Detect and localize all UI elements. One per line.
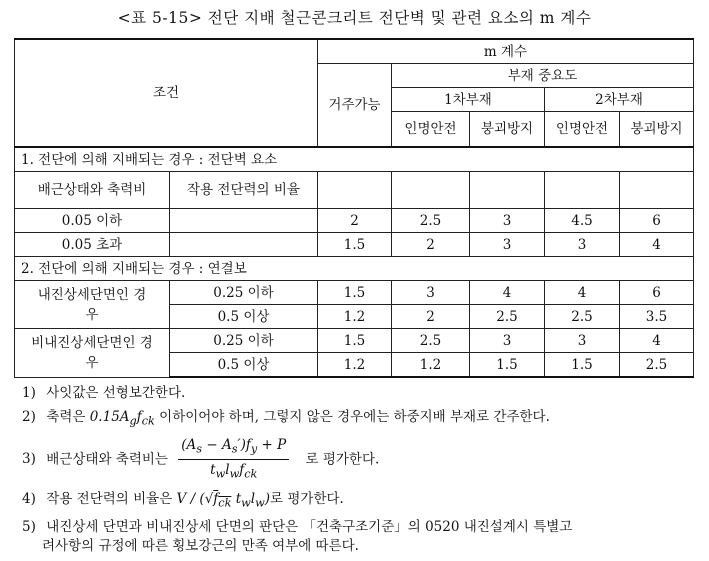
collapse-prevention-1-header: 붕괴방지 [470, 112, 545, 148]
condition-cell: 0.25 이하 [170, 281, 318, 305]
value-cell: 3 [470, 329, 545, 353]
footnote-3 [22, 436, 702, 484]
value-cell: 4.5 [545, 209, 620, 233]
occupancy-header: 거주가능 [318, 64, 392, 148]
table-row [15, 209, 694, 233]
m-factor-table [14, 38, 694, 378]
footnote-number: 1) [22, 385, 36, 401]
life-safety-1-header: 인명안전 [392, 112, 470, 148]
value-cell: 1.5 [318, 329, 392, 353]
section2-title: 2. 전단에 의해 지배되는 경우 : 연결보 [15, 257, 694, 281]
header-row-1 [15, 39, 694, 64]
value-cell: 3.5 [620, 305, 694, 329]
footnote-text: 내진상세 단면과 비내진상세 단면의 판단은 「건축구조기준」의 0520 내진설계시 특별고 [46, 518, 573, 535]
footnote-text: 이하이어야 하며, 그렇지 않은 경우에는 하중지배 부재로 간주한다. [159, 409, 550, 425]
condition-cell: 0.5 이상 [170, 353, 318, 378]
value-cell: 3 [545, 329, 620, 353]
shear-ratio-header: 작용 전단력의 비율 [170, 172, 318, 209]
footnote-text: 사잇값은 선형보간한다. [46, 385, 186, 401]
primary-member-header: 1차부재 [392, 88, 545, 112]
value-cell: 2.5 [470, 305, 545, 329]
empty-cell [170, 209, 318, 233]
reinforcement-axial-ratio-header: 배근상태와 축력비 [15, 172, 170, 209]
footnotes [22, 384, 702, 561]
value-cell: 1.2 [318, 353, 392, 378]
group-label-cell: 비내진상세단면인 경우 [15, 329, 170, 378]
section2-title-row [15, 257, 694, 281]
empty-cell [470, 172, 545, 209]
axial-limit-formula: $0.15A_gf_{ck}$ [89, 409, 155, 428]
value-cell: 3 [545, 233, 620, 257]
empty-cell [545, 172, 620, 209]
value-cell: 2 [318, 209, 392, 233]
secondary-member-header: 2차부재 [545, 88, 694, 112]
condition-cell: 0.05 이하 [15, 209, 170, 233]
value-cell: 1.5 [318, 281, 392, 305]
section1-subheader-row [15, 172, 694, 209]
value-cell: 1.2 [318, 305, 392, 329]
footnote-text: 로 평가한다. [270, 491, 344, 508]
footnote-number: 2) [22, 409, 36, 425]
condition-cell: 0.05 초과 [15, 233, 170, 257]
value-cell: 3 [470, 209, 545, 233]
value-cell: 4 [470, 281, 545, 305]
empty-cell [318, 172, 392, 209]
table-row [15, 329, 694, 353]
value-cell: 1.5 [470, 353, 545, 378]
section1-title: 1. 전단에 의해 지배되는 경우 : 전단벽 요소 [15, 147, 694, 172]
footnote-4 [22, 490, 702, 513]
value-cell: 4 [545, 281, 620, 305]
empty-cell [392, 172, 470, 209]
footnote-text: 려사항의 규정에 따른 횡보강근의 만족 여부에 따른다. [42, 537, 359, 554]
table-title: <표 5-15> 전단 지배 철근콘크리트 전단벽 및 관련 요소의 m 계수 [117, 9, 592, 27]
group-label-cell: 내진상세단면인 경우 [15, 281, 170, 329]
value-cell: 4 [620, 329, 694, 353]
condition-header: 조건 [15, 39, 318, 147]
importance-header: 부재 중요도 [392, 64, 694, 88]
footnote-5-continued [22, 537, 702, 556]
axial-ratio-fraction [178, 436, 289, 484]
fraction-denominator: $t_wl_wf_{ck}$ [210, 462, 258, 482]
fraction-numerator: $(A_s - A_s')f_y + P$ [178, 436, 289, 461]
footnote-1 [22, 384, 702, 403]
collapse-prevention-2-header: 붕괴방지 [620, 112, 694, 148]
life-safety-2-header: 인명안전 [545, 112, 620, 148]
value-cell: 2.5 [545, 305, 620, 329]
value-cell: 2 [392, 233, 470, 257]
value-cell: 2.5 [392, 209, 470, 233]
value-cell: 2.5 [392, 329, 470, 353]
empty-cell [620, 172, 694, 209]
shear-ratio-formula: V / ($√f_{ck}$ $t_wl_w$) [176, 491, 271, 510]
value-cell: 1.2 [392, 353, 470, 378]
footnote-number: 3) [22, 451, 36, 468]
m-factor-header: m 계수 [318, 39, 694, 64]
footnote-text: 로 평가한다. [305, 451, 380, 468]
value-cell: 3 [392, 281, 470, 305]
value-cell: 6 [620, 281, 694, 305]
value-cell: 1.5 [545, 353, 620, 378]
value-cell: 4 [620, 233, 694, 257]
condition-cell: 0.5 이상 [170, 305, 318, 329]
footnote-number: 4) [22, 491, 36, 508]
condition-cell: 0.25 이하 [170, 329, 318, 353]
table-row [15, 233, 694, 257]
footnote-2 [22, 408, 702, 431]
table-row [15, 281, 694, 305]
value-cell: 2 [392, 305, 470, 329]
section1-title-row [15, 147, 694, 172]
footnote-text: 축력은 [46, 409, 86, 425]
value-cell: 6 [620, 209, 694, 233]
value-cell: 3 [470, 233, 545, 257]
footnote-5 [22, 518, 702, 537]
footnote-text: 배근상태와 축력비는 [46, 451, 168, 468]
footnote-text: 작용 전단력의 비율은 [46, 491, 173, 508]
value-cell: 1.5 [318, 233, 392, 257]
value-cell: 2.5 [620, 353, 694, 378]
empty-cell [170, 233, 318, 257]
footnote-number: 5) [22, 518, 36, 535]
